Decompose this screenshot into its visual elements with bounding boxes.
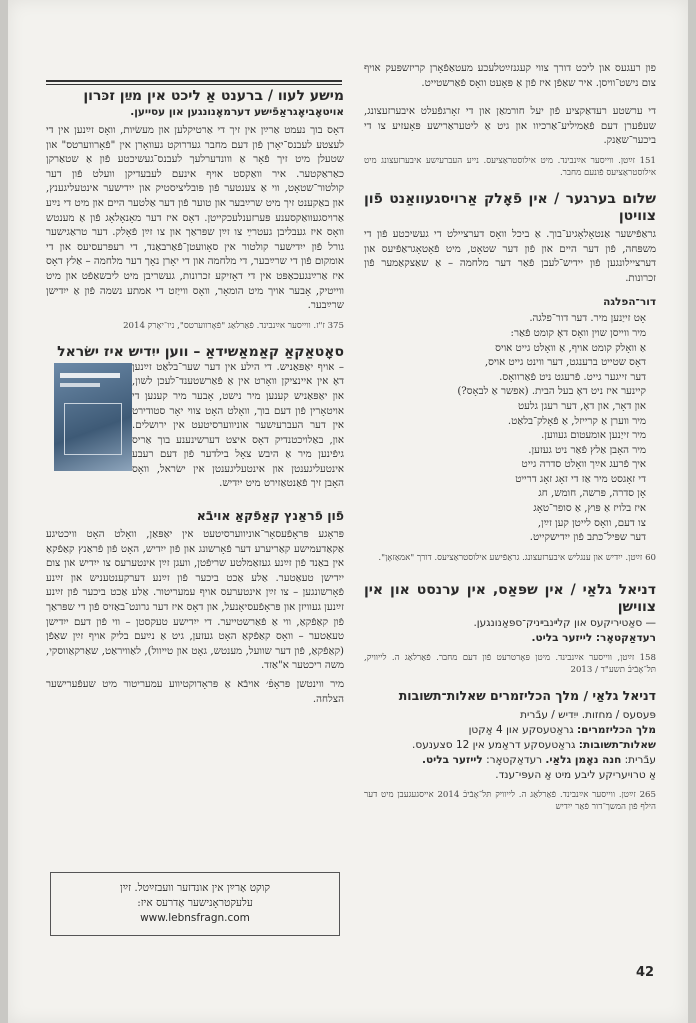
article-caption-lev: 375 ז"ז. ווייסער אײַנבינד. פֿאַרלאַג "פֿאָרווערטס", ניו־יאָרק 2014: [123, 320, 344, 331]
poem-line: איז בלויז אַ פּוץ, אַ סופר־טאָג: [533, 503, 646, 515]
website-box: [50, 872, 340, 936]
website-box-line-1: קוקט אַרײַן אין אונדזער וועבזײַטל. זײַן: [120, 882, 270, 894]
article-title-berger: שלום בערגער / אין פֿאָלק אַרויסגעוואַנט פֿון צוויטן: [364, 190, 656, 224]
article-sub-lev: אויטאָביאָגראַפֿישע דערמאָנונגען און עסייען.: [130, 106, 344, 118]
right-intro: פון רעגעס און ליכט דורך צווי קעגנזײַטלעכע מעטאַפֿאָרן קריזשפּעק אויף צום נישט־וויסן. איר שאַפֿן איז פֿון אַ פּאָעט וואָס פֿאַרשטייט.: [364, 63, 656, 89]
article-title-galai-1: דניאל גלאַי / אין שפּאַס, אין ערנסט און אין צווישן: [364, 581, 656, 615]
poem-line: איך פֿרעג אײַך וואָלט סדרה גייט: [521, 459, 646, 471]
poem-line: אַ וואָלק קומט אויף, אַ וואָלט גייט אויס: [495, 342, 646, 354]
article-editor-galai-1: רעדאַקטאָר: לייזער בליט.: [531, 631, 656, 644]
article-title-oiva: פֿון פֿראַנץ קאַפֿקאַ אויבֿא: [196, 508, 344, 524]
magazine-page: [8, 0, 688, 1023]
website-url-link[interactable]: www.lebnsfragn.com: [140, 912, 250, 924]
article-body-oiva: פּראָגע פּראָפֿעסאָר־אוניווערסיטעט אין יאַפּאַן, וואָלט האָט וויכטיגע אַקאַדעמישע קאַריערע דער פֿאָרשונג און פֿון ייִדיש, האָט פֿון פֿראַנץ קאַפֿקאַ אין באַנד פֿון זײַנע געזאַמלטע שריפֿטן, וועגן זײַן אינטערעס צו ייִדיש און צום ייִדישן טעאַטער. אַלע אַכט ביכער פֿון זײַנע דערקענטעניש און זײַנע פֿאָרשונגען – צו זײַן אינטערעס אויף עמעריטור. אַלע אַכט ביכער פֿון זײַנע זײַנען געוויזן און פּראָפֿעסיאָנעל, און דאָס איז דער גרונט־באַזיס פֿון די שפּראַך פֿון קאַפֿקאַ, ווי אַ פֿאַרשטייער. די ייִדישע טעקסטן – ווי פֿון דעם ייִדישן טעאַטער – וואָס קאַפֿקאַ האָט געזען, גיט אַ נײַעם בליק אויף זײַן שאַפֿן (קאַפֿקאַ, פֿון דער שוועל, מענטש, גאָט און טייוול), לאַוויראַט, שאַרקאַווסקי, משה ריכטער א"אַזד.: [46, 529, 344, 672]
galai-2-line-3: עבֿרית: חנה נאָמן גלאַי. רעדאַקטאָר: לייזער בליט.: [422, 753, 656, 766]
website-box-line-2: עלעקטראָנישער אַדרעס איז:: [137, 897, 253, 909]
article-body-lev: דאָס בוך נעמט אַרײַן אין זיך די אַרטיקלען און מעשׂיות, וואָס זײַנען אין די לעצטע לעבנס־יאָרן פֿון דעם מחבר געדרוקט געוואָרן אין "פֿאָרווערטס" און שטעלן מיט זיך פֿאָר אַ ווונדערלעך לעבנס־געשיכטע פֿון אַ שטאַרקן כאַראַקטער. איר וואַקסט אויף אינעם לעבעדיקן וועלט פֿון דער קולטור־שטאָט, ווי אַ צענטער פֿון פּובליציסטיק און ייִדישער אינטעליגענץ, און באַקענט זיך מיט שרײַבער און טוער פֿון דער אַלטער היים און מיט די נײַע אַרויסגעוואַקסענע פּערזענלעכקייטן. דאָס איז דער מאָנאָלאָג פֿון אַ מענטש וואָס איז געבליבן געטרײַ צו זײַן שפּראַך און צו זײַן פֿאָלק. דער טראַגישער גורל פֿון ייִדישער קולטור אין סאָוועטן־פֿאַרבאַנד, די רעפּרעסיעס און די אומקום פֿון די שרײַבער, די מלחמה און די יאָרן נאָך דער מלחמה – אַלץ דאָס איז אַרײַנגעכאַפּט אין די דאָזיקע זכרונות, געשריבן מיט ליבשאַפֿט און מיט ווייטיק, אָבער אויך מיט הומאָר, וואָס ווייַזט די אמתע נשמה פֿון אַ ייִדישן שרײַבער.: [46, 125, 344, 312]
poem-line: מיר האָבן אַלץ פֿאַר ניט געזען.: [528, 444, 646, 456]
right-p2-caption: 151 זײַטן. ווייסער אײַנבינד. מיט אילוסטראַציעס. נייע העברעיִשע איבערזעצונג מיט אילוסטראַציעס פֿונעם מחבר.: [364, 155, 656, 178]
poem: [364, 312, 656, 546]
article-body-berger: גראַפֿישער אַנטאָלאָגיע־בוך. אַ ביכל וואָס דערציילט די געשיכטע פֿון די משפּחה, פֿון דער היים און פֿון דער שטאָט, מיט פֿאָטאָגראַפֿיעס און דערציילונגען פֿון יידיש־לעבן פֿאַר דער מלחמה – אַ שאַצקאַמער פֿון זכרונות.: [364, 228, 656, 284]
poem-line: מיר ווייסן שוין וואָס דאָ קומט פֿאַר:: [510, 327, 646, 339]
poem-caption: 60 זײַטן. ייִדיש און ענגליש איבערזעצונג. גראַפֿישע אילוסטראַציעס. דורך "אמאַזאָן".: [378, 552, 656, 563]
article-body-kamashida: – אויף יאַפּאַניש. די הילע אין דער שער־בלאַט זײַנען דאָ אין איינציקן וואָרט אין אַ פֿאַרשטענד־לעכן לשון, און יאַפּאַניש קענען מיר נישט, אָבער מיר קענען די אויטאָרין פֿון דעם בוך, וואָלט האָט צווי יאָר סטודירט אין דער העברעיִשער אוניווערסיטעט אין ירושלים. און, באַלויכטנדיק דאָס איצט דערשינענע בוך אַריס גיפֿינען מיר אַ היבש צאָל בילדער פֿון דעם רעבע אינטעליגענטן און אינטעליגענטן אין ישׂראל, וואָס האָבן זיך פֿאַנטאַזירט מיט ייִדיש.: [132, 361, 344, 490]
article-title-kamashida: סאָטאַקאַ קאַמאַשידאַ – ווען ייִדיש איז ישׂראל: [57, 343, 344, 360]
article-caption-galai-1: 158 זײַטן, ווייסער אײַנבינד. מיטן פּאָרטרעט פֿון דעם מחבר. פֿאַרלאַג ה. לייוויק, תּל־אָבֿיבֿ תשע"ד / 2013: [364, 652, 656, 675]
poem-line: און דאָר, און דאָ, דער רעגן גלעט: [517, 400, 646, 412]
article-sub-galai-1: — סאַטיריקעס און קלײנבײניק־ספּאַנונגען.: [473, 616, 656, 629]
poem-title: דור־הפלגה: [603, 296, 656, 309]
poem-line: אָן סדרה, פּרשה, חומש, חג: [538, 488, 646, 500]
right-column: [364, 62, 656, 813]
book-cover-image: [54, 363, 132, 471]
page-number: 42: [636, 965, 655, 980]
galai-2-line-1: מלך הכליזמרים: גראַטעסקע און 4 אַקטן: [468, 723, 656, 736]
article-last-oiva: מיר ווינטשן פּראָפֿ׳ אויבֿא אַ פּראָדוקטיווע עמעריטור מיט שעפֿערישער הצלחה.: [46, 679, 344, 705]
poem-line: מיר זייַנען אומעטום געווען.: [541, 430, 646, 442]
galai-2-line-4: אַ טרויעריקע ליבע מיט אַ העפּי־ענד.: [495, 768, 656, 781]
article-caption-galai-2: 265 זײַטן. ווייסער אײַנבינד. פֿאַרלאַג ה. לייוויק תּל־אָבֿיבֿ 2014 אייסגעגעבן מיט דער הילף פֿון המשך־דור פֿאַר ייִדיש: [364, 789, 656, 812]
poem-line: מיר ווערן אַ קרייזל, אַ פֿאָלק־בלאַט.: [507, 415, 646, 427]
poem-line: קיינער איז ניט דאָ בעל הבית. (אפשר אַ לבאָס?): [457, 386, 646, 398]
left-column: [46, 78, 344, 707]
poem-line: דער זייגער גייט. פֿרעגט ניט פֿאַרוואָס.: [499, 371, 646, 383]
poem-line: דאָס שטייט ברענגט, דער ווינט גייט אויס,: [484, 357, 646, 369]
article-title-lev: מישע לעװ / ברענט אַ ליכט אין מײַן זכּרון: [83, 88, 344, 104]
galai-2-line-2: שאלות־תשובות: גראַטעסקע דראַמע אין 12 סצענעס.: [412, 738, 656, 751]
article-sub-galai-2: פּעסעס / מחזות. ייִדיש / עבֿרית: [520, 708, 656, 721]
poem-line: דער שפּיל־כּתב פֿון ייִדישקייט.: [529, 532, 646, 544]
poem-line: אָט זייַנען מיר. דער דור־פלגה.: [529, 313, 646, 325]
poem-line: צו דעם, וואָס לייטן קען זײַן,: [537, 517, 646, 529]
poem-line: די זאָגסט מיר אַז די זאָג זאָג דרייט: [515, 473, 646, 485]
article-title-galai-2: דניאל גלאַי / מלך הכליזמרים שאלות־תשובות: [398, 687, 656, 703]
right-p2: די ערשטע רעדאַקציע פֿון יעל חורמאַן און די זאָרגפֿעלט איבערזעצונג, שעפֿערן דעם פֿאַמיליע־אַרכיוו און גיט אַ ליטעראַרישע פּאָעזיע צו די ביכער־שאַנק.: [364, 106, 656, 147]
